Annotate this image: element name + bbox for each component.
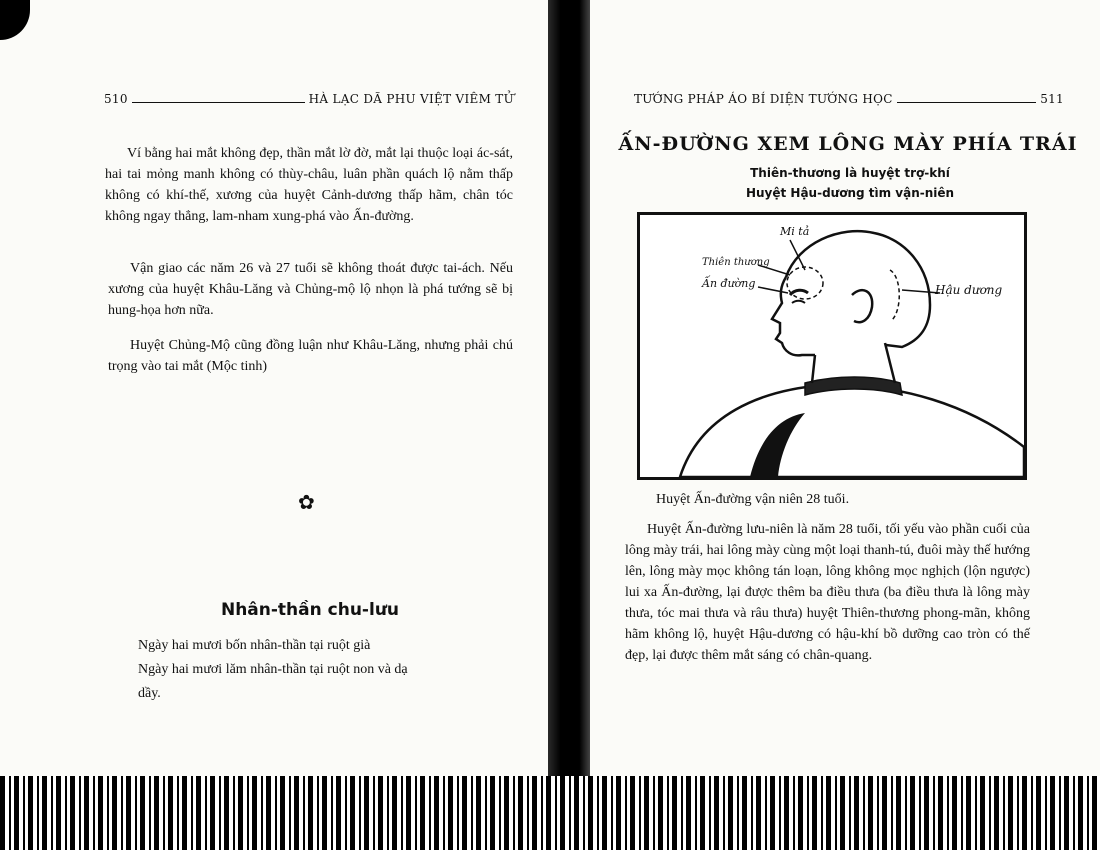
left-running-header <box>104 92 514 106</box>
head-drawing <box>640 215 1024 477</box>
left-page <box>0 0 548 790</box>
label-hau-duong: Hậu dương <box>935 283 1003 297</box>
label-thien-thuong: Thiên thương <box>702 257 770 268</box>
left-paragraph-2: Vận giao các năm 26 và 27 tuổi sẽ không thoát được tai-ách. Nếu xương của huyệt Khâu-Lăng và Chủng-mộ lộ nhọn là phá tướng sẽ bị hung-họa hơn nữa. <box>108 261 513 318</box>
right-paragraph: Huyệt Ấn-đường lưu-niên là năm 28 tuổi, tối yếu vào phần cuối của lông mày trái, hai lông mày cùng một loại thanh-tú, đuôi mày thế hướng lên, lông mày mọc không tán loạn, lông không mọc nghịch (lộn ngược) lui xa Ấn-đường, lại được thêm ba điều thưa (ba điều thưa là lông mày thưa, tóc mai thưa và râu thưa) huyệt Thiên-thương phong-mãn, không hãm không lộ, huyệt Hậu-dương có hậu-khí bồ dưỡng cao tròn có thế đẹp, lại được thêm mắt sáng có chân-quang. <box>625 522 1030 663</box>
section-title: Nhân-thần chu-lưu <box>220 600 400 620</box>
label-mi-ta: Mi tả <box>780 225 810 238</box>
subhead-2: Huyệt Hậu-dương tìm vận-niên <box>745 186 955 200</box>
scan-edge-stripes <box>0 776 1100 850</box>
left-page-number: 510 <box>104 92 128 106</box>
section-line-3: dầy. <box>138 686 161 701</box>
flower-ornament-icon: ✿ <box>298 490 315 514</box>
header-rule <box>132 102 305 103</box>
subhead-1: Thiên-thương là huyệt trợ-khí <box>750 166 950 180</box>
right-page <box>590 0 1100 790</box>
figure-caption: Huyệt Ấn-đường vận niên 28 tuổi. <box>656 492 850 507</box>
book-gutter <box>548 0 590 790</box>
page-title: ẤN-ĐƯỜNG XEM LÔNG MÀY PHÍA TRÁI <box>618 133 1078 155</box>
left-paragraph-3: Huyệt Chủng-Mộ cũng đồng luận như Khâu-Lăng, nhưng phải chú trọng vào tai mắt (Mộc tinh) <box>108 338 513 374</box>
right-page-number: 511 <box>1040 92 1064 106</box>
section-line-1: Ngày hai mươi bốn nhân-thần tại ruột già <box>138 638 371 653</box>
left-running-title: HÀ LẠC DÃ PHU VIỆT VIÊM TỬ <box>308 92 514 106</box>
right-running-header <box>634 92 1064 106</box>
left-paragraph-1: Ví bằng hai mắt không đẹp, thần mắt lờ đờ, mắt lại thuộc loại ác-sát, hai tai mỏng manh không có thùy-châu, luân phần quách lộ nằm thấp không có khí-thế, xương của huyệt Cảnh-dương thấp hãm, chân tóc không ngay thẳng, lam-nham xung-phá vào Ấn-đường. <box>105 146 513 224</box>
header-rule <box>897 102 1036 103</box>
section-line-2: Ngày hai mươi lăm nhân-thần tại ruột non và dạ <box>138 662 408 677</box>
right-running-title: TƯỚNG PHÁP ÁO BÍ DIỆN TƯỚNG HỌC <box>634 92 893 106</box>
head-illustration <box>637 212 1027 480</box>
label-an-duong: Ấn đường <box>702 277 756 290</box>
